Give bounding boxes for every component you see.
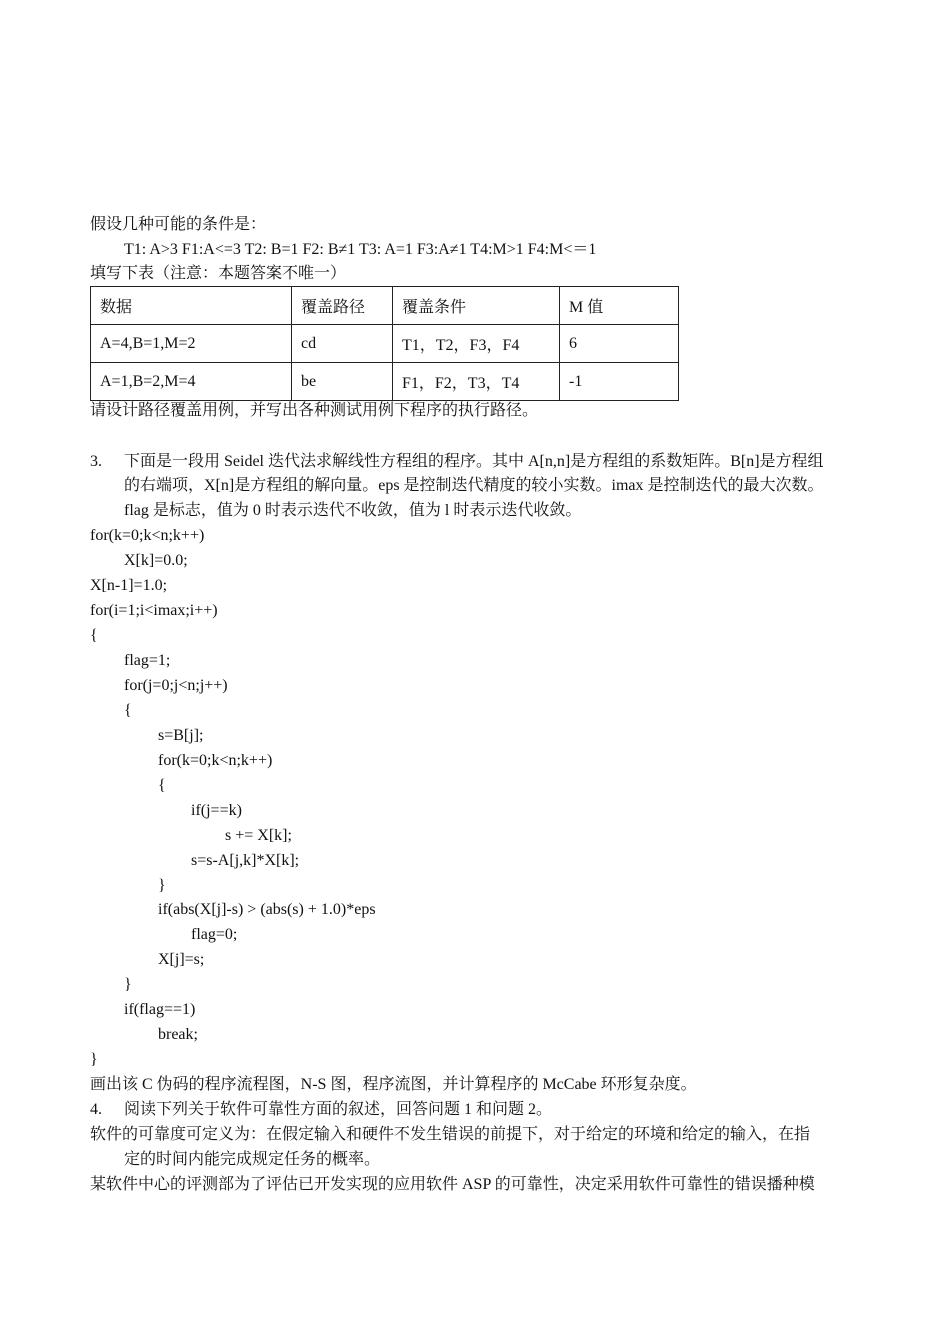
code-line: } (124, 976, 132, 993)
reliability-paragraph-line: 软件的可靠度可定义为：在假定输入和硬件不发生错误的前提下，对于给定的环境和给定的输入，在指 (90, 1126, 811, 1143)
table-header-cell: 数据 (91, 287, 292, 325)
table-cell: -1 (560, 363, 679, 401)
path-coverage-question: 请设计路径覆盖用例，并写出各种测试用例下程序的执行路径。 (90, 402, 539, 419)
code-line: { (90, 627, 98, 644)
table-cell: F1，F2，T3，T4 (393, 363, 560, 401)
conditions-list: T1: A>3 F1:A<=3 T2: B=1 F2: B≠1 T3: A=1 F3:A≠1 T4:M>1 F4:M<＝1 (124, 241, 597, 258)
code-line: if(abs(X[j]-s) > (abs(s) + 1.0)*eps (158, 901, 376, 918)
code-line: for(i=1;i<imax;i++) (90, 602, 218, 619)
code-line: for(k=0;k<n;k++) (158, 752, 273, 769)
table-row (91, 363, 679, 401)
code-line: X[j]=s; (158, 951, 205, 968)
section3-intro-line: 的右端项，X[n]是方程组的解向量。eps 是控制迭代精度的较小实数。imax 是控制迭代的最大次数。 (124, 477, 824, 494)
code-line: for(j=0;j<n;j++) (124, 677, 228, 694)
code-line: for(k=0;k<n;k++) (90, 527, 205, 544)
coverage-table (90, 286, 679, 401)
section4-number: 4. (90, 1101, 102, 1118)
conditions-intro: 假设几种可能的条件是： (90, 216, 267, 233)
code-line: { (158, 777, 166, 794)
table-cell: 6 (560, 325, 679, 363)
code-line: if(flag==1) (124, 1001, 196, 1018)
table-header-cell: 覆盖路径 (292, 287, 393, 325)
code-line: X[n-1]=1.0; (90, 577, 168, 594)
section3-number: 3. (90, 453, 102, 470)
code-line: X[k]=0.0; (124, 552, 188, 569)
asp-paragraph-line: 某软件中心的评测部为了评估已开发实现的应用软件 ASP 的可靠性，决定采用软件可靠性的错误播种模 (90, 1176, 815, 1193)
code-line: break; (158, 1026, 198, 1043)
table-cell: be (292, 363, 393, 401)
code-line: } (90, 1051, 98, 1068)
table-intro: 填写下表（注意：本题答案不唯一） (90, 265, 347, 282)
table-cell: T1，T2，F3，F4 (393, 325, 560, 363)
code-line: } (158, 877, 166, 894)
code-line: s=s-A[j,k]*X[k]; (191, 852, 300, 869)
section4-intro: 阅读下列关于软件可靠性方面的叙述，回答问题 1 和问题 2。 (124, 1101, 553, 1118)
code-line: s=B[j]; (158, 727, 204, 744)
code-line: s += X[k]; (225, 827, 292, 844)
table-header-cell: M 值 (560, 287, 679, 325)
section3-intro-line: flag 是标志，值为 0 时表示迭代不收敛，值为 l 时表示迭代收敛。 (124, 502, 582, 519)
table-cell: cd (292, 325, 393, 363)
table-cell: A=4,B=1,M=2 (91, 325, 292, 363)
code-line: flag=1; (124, 652, 171, 669)
section3-question: 画出该 C 伪码的程序流程图，N-S 图，程序流图，并计算程序的 McCabe 环形复杂度。 (90, 1076, 697, 1093)
table-cell: A=1,B=2,M=4 (91, 363, 292, 401)
reliability-paragraph-line: 定的时间内能完成规定任务的概率。 (124, 1151, 381, 1168)
code-line: if(j==k) (191, 802, 242, 819)
code-line: { (124, 702, 132, 719)
table-header-row (91, 287, 679, 325)
code-line: flag=0; (191, 926, 238, 943)
section3-intro-line: 下面是一段用 Seidel 迭代法求解线性方程组的程序。其中 A[n,n]是方程组的系数矩阵。B[n]是方程组 (124, 453, 824, 470)
table-row (91, 325, 679, 363)
table-header-cell: 覆盖条件 (393, 287, 560, 325)
